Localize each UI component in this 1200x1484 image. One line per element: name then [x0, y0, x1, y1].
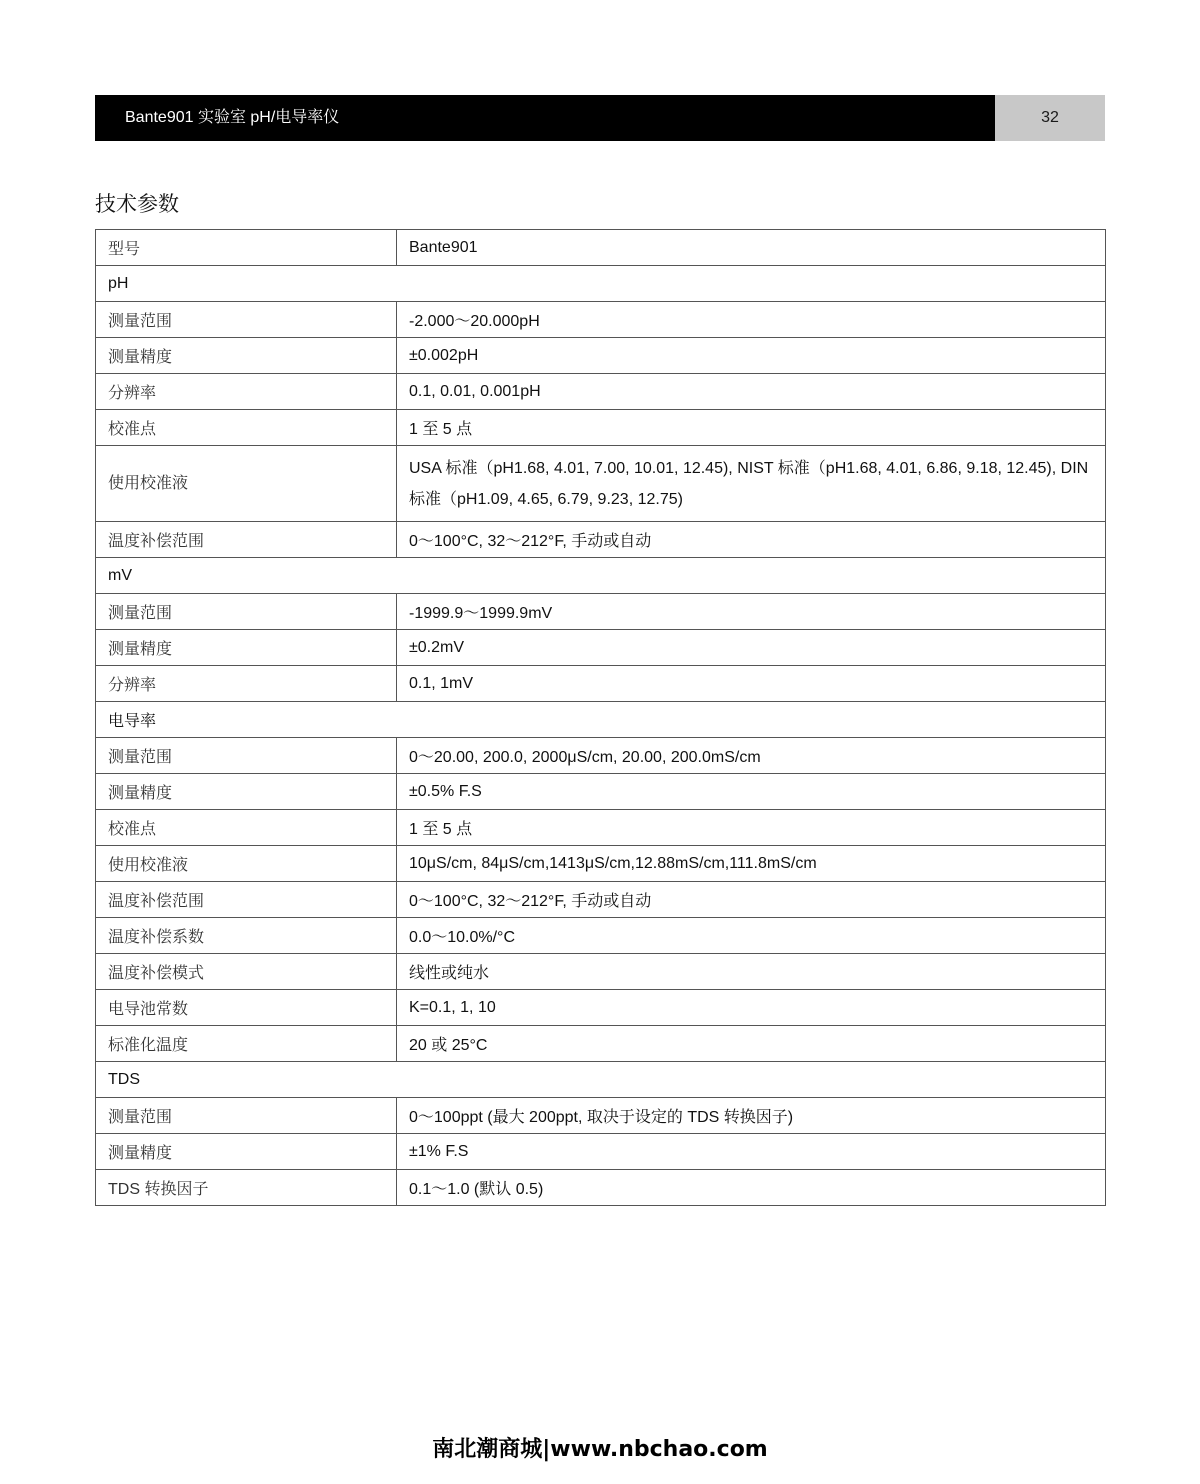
table-row	[96, 954, 1106, 990]
spec-value: 0.0～10.0%/°C	[397, 918, 1106, 954]
table-row	[96, 338, 1106, 374]
spec-value: 1 至 5 点	[397, 410, 1106, 446]
spec-label: 测量精度	[96, 1134, 397, 1170]
spec-label: 分辨率	[96, 666, 397, 702]
table-row	[96, 302, 1106, 338]
spec-value: 0～100ppt (最大 200ppt, 取决于设定的 TDS 转换因子)	[397, 1098, 1106, 1134]
group-title: TDS	[96, 1062, 1106, 1098]
table-row	[96, 1134, 1106, 1170]
spec-label: 测量范围	[96, 1098, 397, 1134]
table-row	[96, 810, 1106, 846]
table-row	[96, 846, 1106, 882]
spec-label: 测量精度	[96, 338, 397, 374]
spec-label: 测量精度	[96, 630, 397, 666]
spec-table	[95, 229, 1106, 1206]
page-header	[95, 95, 1105, 141]
spec-label: 温度补偿模式	[96, 954, 397, 990]
spec-label: 温度补偿范围	[96, 522, 397, 558]
table-row	[96, 666, 1106, 702]
table-row	[96, 882, 1106, 918]
table-row	[96, 230, 1106, 266]
table-row	[96, 1098, 1106, 1134]
page-number: 32	[995, 95, 1105, 141]
group-title: pH	[96, 266, 1106, 302]
spec-label: TDS 转换因子	[96, 1170, 397, 1206]
spec-value: 线性或纯水	[397, 954, 1106, 990]
spec-value: ±0.5% F.S	[397, 774, 1106, 810]
spec-label: 测量精度	[96, 774, 397, 810]
table-row	[96, 446, 1106, 522]
group-row	[96, 1062, 1106, 1098]
spec-label: 测量范围	[96, 738, 397, 774]
spec-label: 测量范围	[96, 594, 397, 630]
group-title: 电导率	[96, 702, 1106, 738]
spec-value: 10μS/cm, 84μS/cm,1413μS/cm,12.88mS/cm,111.8mS/cm	[397, 846, 1106, 882]
spec-label: 型号	[96, 230, 397, 266]
spec-value: Bante901	[397, 230, 1106, 266]
group-title: mV	[96, 558, 1106, 594]
spec-label: 使用校准液	[96, 846, 397, 882]
spec-value: ±0.002pH	[397, 338, 1106, 374]
table-row	[96, 774, 1106, 810]
footer-watermark: 南北潮商城|www.nbchao.com	[432, 1437, 768, 1462]
table-row	[96, 918, 1106, 954]
spec-label: 标准化温度	[96, 1026, 397, 1062]
spec-value: 0.1～1.0 (默认 0.5)	[397, 1170, 1106, 1206]
spec-value: ±1% F.S	[397, 1134, 1106, 1170]
table-row	[96, 1026, 1106, 1062]
spec-label: 温度补偿系数	[96, 918, 397, 954]
spec-value: -2.000～20.000pH	[397, 302, 1106, 338]
spec-value: ±0.2mV	[397, 630, 1106, 666]
spec-label: 使用校准液	[96, 446, 397, 522]
spec-value: 0.1, 0.01, 0.001pH	[397, 374, 1106, 410]
spec-value: -1999.9～1999.9mV	[397, 594, 1106, 630]
spec-value: 0～100°C, 32～212°F, 手动或自动	[397, 522, 1106, 558]
spec-label: 分辨率	[96, 374, 397, 410]
table-row	[96, 630, 1106, 666]
spec-label: 校准点	[96, 410, 397, 446]
spec-value: 0.1, 1mV	[397, 666, 1106, 702]
spec-value: K=0.1, 1, 10	[397, 990, 1106, 1026]
table-row	[96, 374, 1106, 410]
group-row	[96, 702, 1106, 738]
group-row	[96, 558, 1106, 594]
spec-value: 0～100°C, 32～212°F, 手动或自动	[397, 882, 1106, 918]
table-row	[96, 1170, 1106, 1206]
spec-value: USA 标准（pH1.68, 4.01, 7.00, 10.01, 12.45), NIST 标准（pH1.68, 4.01, 6.86, 9.18, 12.45), DIN 标准（pH1.09, 4.65, 6.79, 9.23, 12.75)	[397, 446, 1106, 522]
table-row	[96, 990, 1106, 1026]
spec-label: 温度补偿范围	[96, 882, 397, 918]
spec-label: 测量范围	[96, 302, 397, 338]
header-title: Bante901 实验室 pH/电导率仪	[95, 95, 995, 141]
spec-value: 20 或 25°C	[397, 1026, 1106, 1062]
group-row	[96, 266, 1106, 302]
section-title: 技术参数	[95, 192, 179, 216]
table-row	[96, 410, 1106, 446]
spec-label: 电导池常数	[96, 990, 397, 1026]
spec-value: 0～20.00, 200.0, 2000μS/cm, 20.00, 200.0mS/cm	[397, 738, 1106, 774]
spec-label: 校准点	[96, 810, 397, 846]
table-row	[96, 594, 1106, 630]
table-row	[96, 738, 1106, 774]
table-row	[96, 522, 1106, 558]
spec-value: 1 至 5 点	[397, 810, 1106, 846]
